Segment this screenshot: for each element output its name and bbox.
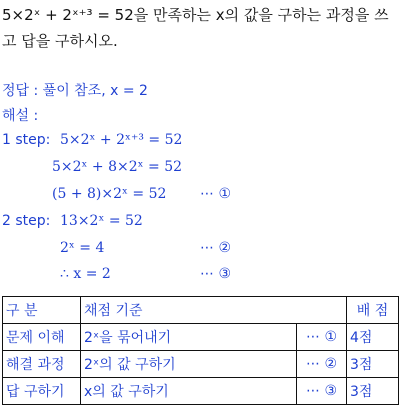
row-score: 4점: [347, 324, 399, 351]
scoring-table: [2, 296, 399, 405]
row-criterion: 2ˣ의 값 구하기: [81, 351, 297, 378]
header-category: 구 분: [3, 297, 81, 324]
step2-marker-3: ⋯ ③: [200, 266, 232, 282]
solution-label: 해설 :: [2, 108, 39, 124]
row-category: 문제 이해: [3, 324, 81, 351]
row-criterion: 2ˣ을 묶어내기: [81, 324, 297, 351]
row-criterion: x의 값 구하기: [81, 378, 297, 405]
table-row: [3, 378, 399, 405]
table-header-row: [3, 297, 399, 324]
row-score: 3점: [347, 351, 399, 378]
row-marker: ⋯ ①: [297, 324, 347, 351]
answer-line: 정답 : 풀이 참조, x = 2: [2, 83, 148, 99]
header-criterion: 채점 기준: [81, 297, 347, 324]
row-category: 답 구하기: [3, 378, 81, 405]
row-score: 3점: [347, 378, 399, 405]
step1-label: 1 step:: [2, 132, 51, 148]
step2-label: 2 step:: [2, 213, 51, 229]
step1-line3: (5 + 8)×2ˣ = 52: [52, 186, 167, 202]
step1-line1: 5×2ˣ + 2ˣ⁺³ = 52: [60, 132, 183, 148]
row-category: 해결 과정: [3, 351, 81, 378]
step2-line3: ∴ x = 2: [60, 266, 111, 282]
step1-line2: 5×2ˣ + 8×2ˣ = 52: [52, 159, 183, 175]
row-marker: ⋯ ③: [297, 378, 347, 405]
step2-line2: 2ˣ = 4: [60, 240, 105, 256]
header-score: 배 점: [347, 297, 399, 324]
step2-marker-2: ⋯ ②: [200, 240, 232, 256]
question-text: 5×2ˣ + 2ˣ⁺³ = 52을 만족하는 x의 값을 구하는 과정을 쓰고 답을 구하시오.: [2, 6, 389, 50]
step1-marker: ⋯ ①: [200, 186, 232, 202]
row-marker: ⋯ ②: [297, 351, 347, 378]
step2-line1: 13×2ˣ = 52: [60, 213, 143, 229]
table-row: [3, 351, 399, 378]
table-row: [3, 324, 399, 351]
